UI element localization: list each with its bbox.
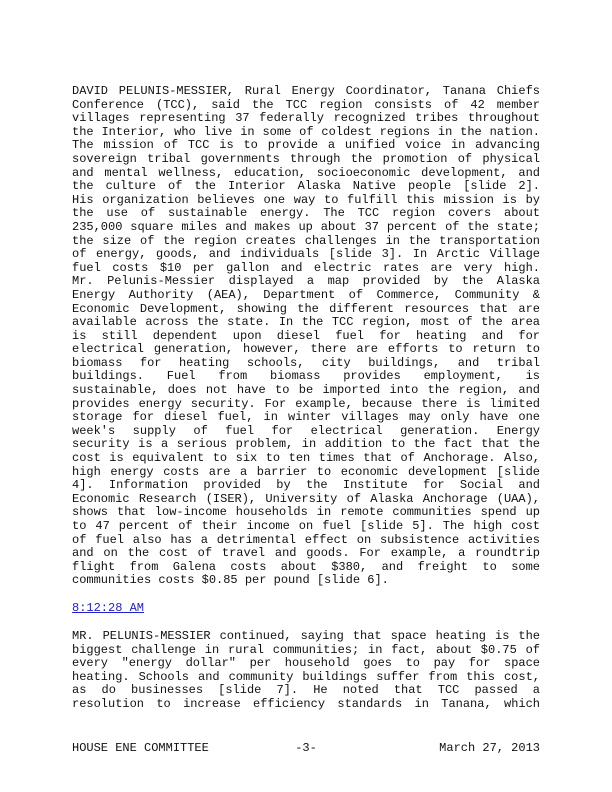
text-line: His organization believes one way to fulfill this mission is by — [72, 192, 540, 207]
text-line: biggest challenge in rural communities; in fact, about $0.75 of — [72, 642, 540, 657]
text-line: available across the state. In the TCC region, most of the area — [72, 315, 540, 330]
text-line: to 47 percent of their income on fuel [slide 5]. The high cost — [72, 519, 540, 533]
text-line: sustainable, does not have to be imported into the region, and — [72, 383, 540, 398]
paragraph-continued-testimony — [72, 630, 540, 712]
text-line: as do businesses [slide 7]. He noted that TCC passed a — [72, 683, 540, 698]
text-line: villages representing 37 federally recognized tribes throughout — [72, 111, 540, 126]
text-line: communities costs $0.85 per pound [slide 6]. — [72, 573, 389, 588]
text-line: resolution to increase efficiency standards in Tanana, which — [72, 696, 540, 711]
text-line: 4]. Information provided by the Institute for Social and — [72, 478, 540, 493]
text-line: sovereign tribal governments through the promotion of physical — [72, 151, 540, 166]
text-line: Energy Authority (AEA), Department of Commerce, Community & — [72, 287, 540, 302]
text-line: week's supply of fuel for electrical generation. Energy — [72, 423, 540, 438]
text-line: storage for diesel fuel, in winter villages may only have one — [72, 410, 540, 425]
timestamp-link[interactable]: 8:12:28 AM — [72, 601, 145, 615]
text-line: of fuel also has a detrimental effect on subsistence activities — [72, 532, 540, 547]
text-line: high energy costs are a barrier to economic development [slide — [72, 464, 540, 479]
text-line: Economic Research (ISER), University of Alaska Anchorage (UAA), — [72, 491, 540, 506]
text-line: is still dependent upon diesel fuel for heating and for — [72, 328, 540, 343]
footer-committee: HOUSE ENE COMMITTEE — [72, 741, 209, 755]
text-line: and mental wellness, education, socioeconomic development, and — [72, 165, 540, 180]
text-line: shows that low-income households in remote communities spend up — [72, 505, 540, 520]
text-line: security is a serious problem, in addition to the fact that the — [72, 437, 540, 452]
text-line: flight from Galena costs about $380, and freight to some — [72, 559, 540, 574]
footer-date: March 27, 2013 — [439, 741, 540, 755]
text-line: 235,000 square miles and makes up about 37 percent of the state; — [72, 219, 540, 234]
text-line: and on the cost of travel and goods. For example, a roundtrip — [72, 546, 540, 561]
paragraph-pelunis-messier-testimony — [72, 85, 540, 588]
text-line: fuel costs $10 per gallon and electric rates are very high. — [72, 260, 540, 275]
text-line: provides energy security. For example, because there is limited — [72, 396, 540, 411]
text-line: Mr. Pelunis-Messier displayed a map provided by the Alaska — [72, 274, 540, 289]
text-line: cost is equivalent to six to ten times that of Anchorage. Also, — [72, 451, 540, 466]
text-line: biomass for heating schools, city buildings, and tribal — [72, 355, 540, 370]
text-line: heating. Schools and community buildings suffer from this cost, — [72, 669, 540, 684]
footer-page-number: -3- — [295, 741, 317, 755]
text-line: MR. PELUNIS-MESSIER continued, saying that space heating is the — [72, 629, 540, 643]
text-line: Conference (TCC), said the TCC region consists of 42 member — [72, 97, 540, 112]
text-line: the size of the region creates challenges in the transportation — [72, 233, 540, 248]
text-line: electrical generation, however, there are efforts to return to — [72, 342, 540, 357]
text-line: Economic Development, showing the different resources that are — [72, 301, 540, 316]
text-line: of energy, goods, and individuals [slide 3]. In Arctic Village — [72, 247, 540, 262]
text-line: The mission of TCC is to provide a unified voice in advancing — [72, 138, 540, 153]
page-footer — [72, 742, 540, 756]
text-line: the Interior, who live in some of coldest regions in the nation. — [72, 124, 540, 139]
text-line: the use of sustainable energy. The TCC region covers about — [72, 206, 540, 221]
text-line: buildings. Fuel from biomass provides employment, is — [72, 369, 540, 384]
text-line: the culture of the Interior Alaska Native people [slide 2]. — [72, 179, 540, 194]
text-line: every "energy dollar" per household goes to pay for space — [72, 656, 540, 671]
text-line: DAVID PELUNIS-MESSIER, Rural Energy Coordinator, Tanana Chiefs — [72, 84, 540, 98]
